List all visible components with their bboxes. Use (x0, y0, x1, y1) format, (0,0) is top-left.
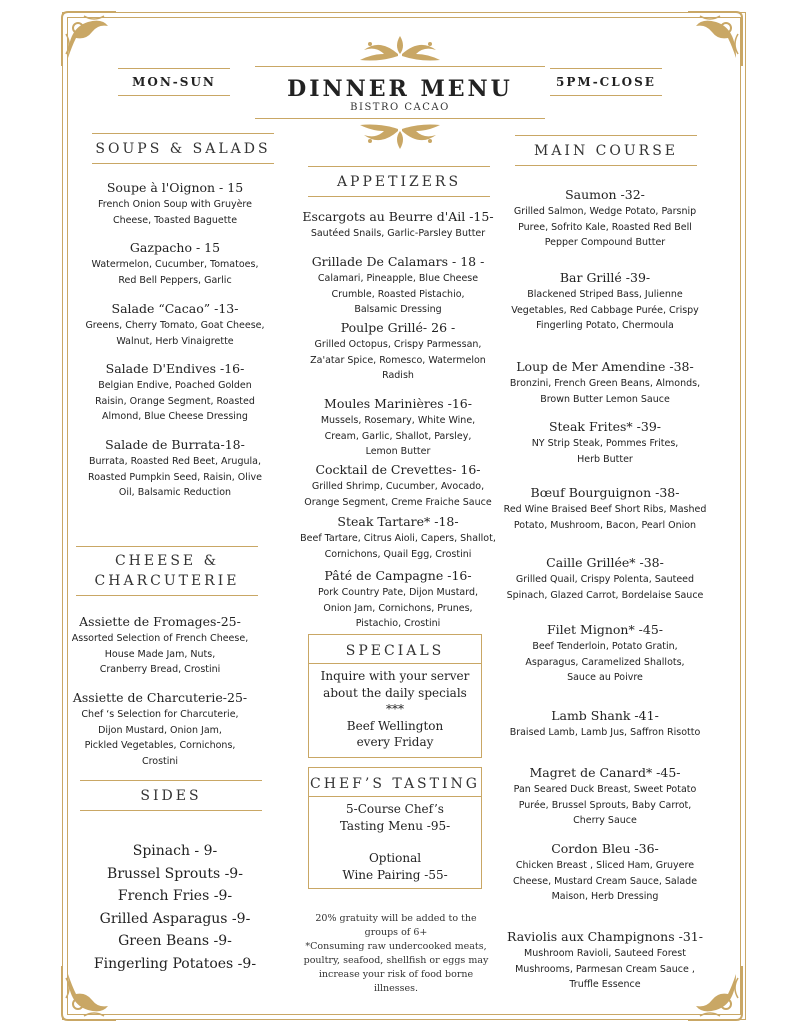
sides-list (80, 840, 270, 975)
bottom-flourish-icon (350, 121, 450, 153)
menu-item: Moules Marinières -16- Mussels, Rosemary, White Wine, Cream, Garlic, Shallot, Parsley, Lemon Butter (320, 396, 476, 457)
cheese-charcuterie-heading: CHEESE & CHARCUTERIE (76, 546, 258, 596)
chefs-tasting-box: CHEF’S TASTING 5-Course Chef’s Tasting Menu -95- Optional Wine Pairing -55- (308, 767, 482, 889)
title-block (255, 28, 545, 113)
menu-item: Gazpacho - 15 Watermelon, Cucumber, Tomatoes, Red Bell Peppers, Garlic (91, 240, 259, 286)
corner-ornament-icon (58, 8, 120, 70)
menu-item: Soupe à l'Oignon - 15 French Onion Soup with Gruyère Cheese, Toasted Baguette (98, 180, 252, 226)
menu-item: Steak Tartare* -18- Beef Tartare, Citrus Aioli, Capers, Shallot, Cornichons, Quail Egg, Crostini (300, 514, 496, 560)
menu-item: Bœuf Bourguignon -38- Red Wine Braised Beef Short Ribs, Mashed Potato, Mushroom, Bacon, Pearl Onion (503, 485, 707, 531)
days-text: MON-SUN (132, 75, 216, 89)
side-item: Spinach - 9- (132, 843, 218, 859)
menu-item: Pâté de Campagne -16- Pork Country Pate, Dijon Mustard, Onion Jam, Cornichons, Prunes, Pistachio, Crostini (317, 568, 479, 629)
side-item: Fingerling Potatoes -9- (93, 955, 257, 972)
chefs-tasting-heading: CHEF’S TASTING (309, 768, 481, 797)
menu-item: Cocktail de Crevettes- 16- Grilled Shrimp, Cucumber, Avocado, Orange Segment, Creme Fraiche Sauce (304, 462, 492, 508)
menu-item: Salade D'Endives -16- Belgian Endive, Poached Golden Raisin, Orange Segment, Roasted Almond, Blue Cheese Dressing (95, 361, 255, 422)
menu-item: Saumon -32- Grilled Salmon, Wedge Potato, Parsnip Puree, Sofrito Kale, Roasted Red Bell Pepper Compound Butter (513, 187, 697, 248)
side-item: French Fries -9- (117, 888, 233, 904)
menu-item: Grillade De Calamars - 18 - Calamari, Pineapple, Blue Cheese Crumble, Roasted Pistachio, Balsamic Dressing (311, 254, 485, 315)
hours-text: 5PM-CLOSE (556, 75, 656, 89)
menu-item: Poulpe Grillé- 26 - Grilled Octopus, Crispy Parmessan, Za'atar Spice, Romesco, Watermelon Radish (310, 320, 486, 381)
menu-item: Salade “Cacao” -13- Greens, Cherry Tomato, Goat Cheese, Walnut, Herb Vinaigrette (85, 301, 265, 347)
menu-notes: 20% gratuity will be added to the groups of 6+ *Consuming raw undercooked meats, poultry, seafood, shellfish or eggs may increase your risk of food borne illnesses. (303, 913, 489, 994)
menu-item: Salade de Burrata-18- Burrata, Roasted Red Beet, Arugula, Roasted Pumpkin Seed, Raisin, Olive Oil, Balsamic Reduction (88, 437, 262, 498)
restaurant-name: BISTRO CACAO (350, 102, 450, 113)
specials-box: SPECIALS Inquire with your server about the daily specials *** Beef Wellington every Friday (308, 634, 482, 758)
menu-item: Bar Grillé -39- Blackened Striped Bass, Julienne Vegetables, Red Cabbage Purée, Crispy Fingerling Potato, Chermoula (511, 270, 699, 331)
menu-item: Filet Mignon* -45- Beef Tenderloin, Potato Gratin, Asparagus, Caramelized Shallots, Sauce au Poivre (525, 622, 685, 683)
hours-label (550, 68, 662, 96)
days-label (118, 68, 230, 96)
menu-item: Raviolis aux Champignons -31- Mushroom Ravioli, Sauteed Forest Mushrooms, Parmesan Cream Sauce , Truffle Essence (507, 929, 703, 990)
menu-item: Magret de Canard* -45- Pan Seared Duck Breast, Sweet Potato Purée, Brussel Sprouts, Baby Carrot, Cherry Sauce (513, 765, 697, 826)
menu-item: Escargots au Beurre d'Ail -15- Sautéed Snails, Garlic-Parsley Butter (302, 209, 494, 239)
soups-salads-heading: SOUPS & SALADS (92, 133, 274, 164)
top-flourish-icon (350, 32, 450, 64)
side-item: Brussel Sprouts -9- (107, 865, 243, 882)
menu-item: Assiette de Fromages-25- Assorted Selection of French Cheese, House Made Jam, Nuts, Cranberry Bread, Crostini (71, 614, 249, 675)
sides-heading: SIDES (80, 780, 262, 811)
menu-item: Lamb Shank -41- Braised Lamb, Lamb Jus, Saffron Risotto (509, 708, 701, 738)
menu-item: Loup de Mer Amendine -38- Bronzini, French Green Beans, Almonds, Brown Butter Lemon Sauce (509, 359, 701, 405)
menu-title: DINNER MENU (287, 76, 513, 102)
appetizers-heading: APPETIZERS (308, 166, 490, 197)
specials-heading: SPECIALS (309, 635, 481, 664)
side-item: Green Beans -9- (118, 933, 232, 949)
corner-ornament-icon (684, 8, 746, 70)
menu-item: Steak Frites* -39- NY Strip Steak, Pommes Frites, Herb Butter (531, 419, 679, 465)
main-course-heading: MAIN COURSE (515, 135, 697, 166)
menu-item: Caille Grillée* -38- Grilled Quail, Crispy Polenta, Sauteed Spinach, Glazed Carrot, Bordelaise Sauce (506, 555, 704, 601)
menu-item: Cordon Bleu -36- Chicken Breast , Sliced Ham, Gruyere Cheese, Mustard Cream Sauce, Salade Maison, Herb Dressing (512, 841, 698, 902)
menu-item: Assiette de Charcuterie-25- Chef ‘s Selection for Charcuterie, Dijon Mustard, Onion Jam, Pickled Vegetables, Cornichons, Crostini (72, 690, 248, 767)
side-item: Grilled Asparagus -9- (99, 910, 251, 927)
